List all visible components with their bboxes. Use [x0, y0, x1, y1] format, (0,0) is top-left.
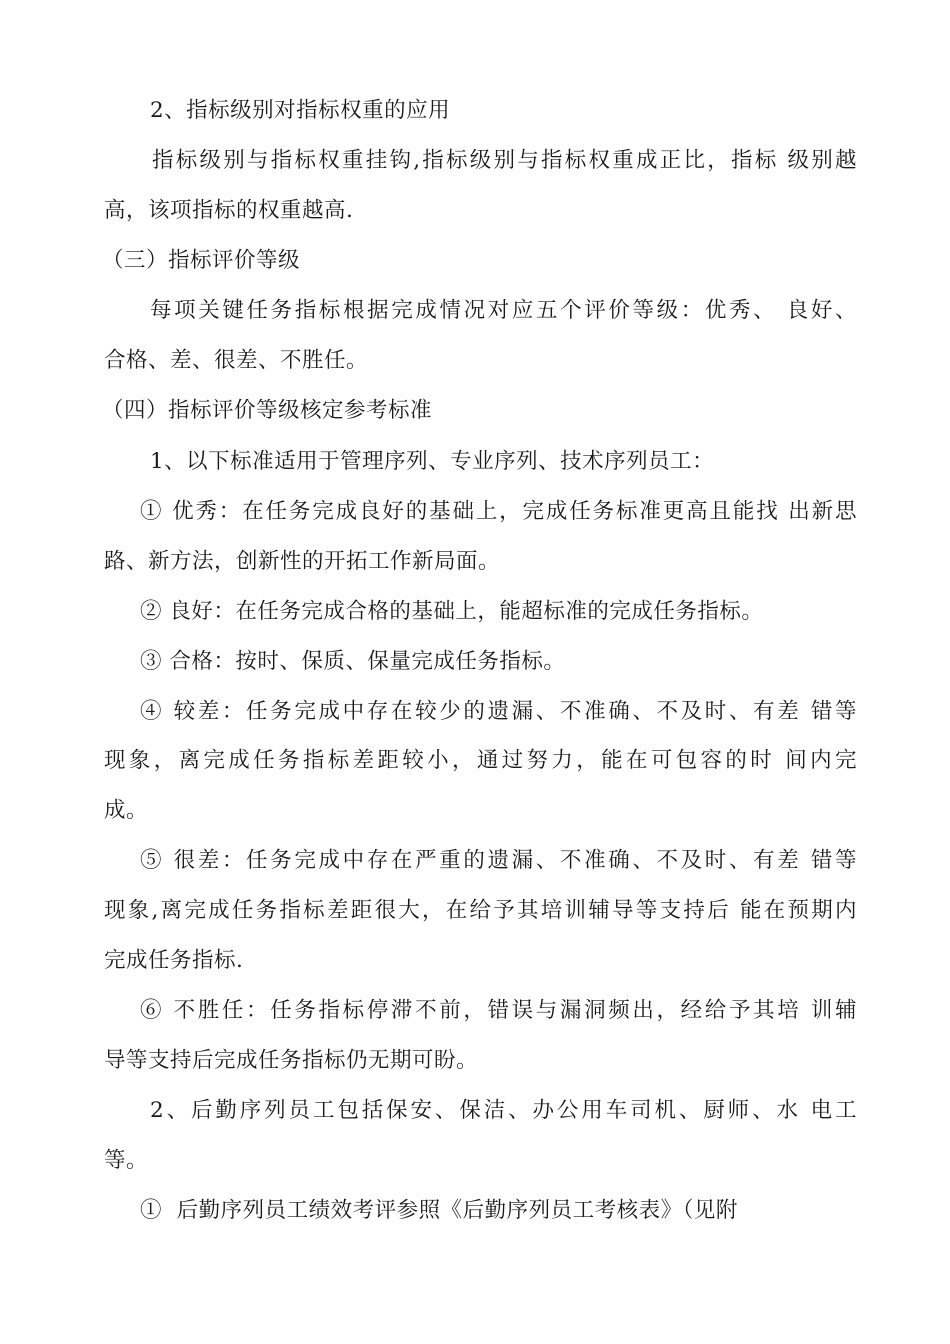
section-heading-evaluation-levels: （三）指标评价等级: [102, 248, 301, 273]
list-item-very-poor: ⑤ 很差：任务完成中存在严重的遗漏、不准确、不及时、有差 错等: [140, 848, 857, 873]
heading-weight-application: 2、指标级别对指标权重的应用: [150, 98, 451, 123]
list-item-good: ② 良好：在任务完成合格的基础上，能超标准的完成任务指标。: [140, 599, 764, 624]
paragraph-logistics-staff: 2、后勤序列员工包括保安、保洁、办公用车司机、厨师、水 电工: [150, 1098, 857, 1123]
paragraph-line: 导等支持后完成任务指标仍无期可盼。: [104, 1048, 479, 1073]
paragraph-line: 等。: [104, 1148, 149, 1173]
paragraph-line: 每项关键任务指标根据完成情况对应五个评价等级：优秀、 良好、: [150, 298, 857, 323]
paragraph-line: 路、新方法，创新性的开拓工作新局面。: [104, 549, 501, 574]
list-item-qualified: ③ 合格：按时、保质、保量完成任务指标。: [140, 649, 566, 674]
paragraph-line: 合格、差、很差、不胜任。: [104, 348, 369, 373]
paragraph-line: 现象,离完成任务指标差距很大，在给予其培训辅导等支持后 能在预期内: [104, 898, 857, 923]
paragraph-line: 指标级别与指标权重挂钩,指标级别与指标权重成正比，指标 级别越: [152, 148, 857, 173]
paragraph-line: 高，该项指标的权重越高.: [104, 198, 354, 223]
paragraph-line: 成。: [104, 798, 149, 823]
paragraph-line: 1、以下标准适用于管理序列、专业序列、技术序列员工：: [150, 449, 715, 474]
list-item-excellent: ① 优秀：在任务完成良好的基础上，完成任务标准更高且能找 出新思: [140, 499, 857, 524]
section-heading-reference-standards: （四）指标评价等级核定参考标准: [102, 398, 433, 423]
paragraph-line: 完成任务指标.: [104, 948, 244, 973]
list-item-poor: ④ 较差：任务完成中存在较少的遗漏、不准确、不及时、有差 错等: [140, 699, 857, 724]
paragraph-line: 现象，离完成任务指标差距较小，通过努力，能在可包容的时 间内完: [104, 748, 857, 773]
list-item-logistics-evaluation: ① 后勤序列员工绩效考评参照《后勤序列员工考核表》（见附: [140, 1198, 738, 1223]
list-item-incompetent: ⑥ 不胜任：任务指标停滞不前，错误与漏洞频出，经给予其培 训辅: [140, 998, 857, 1023]
